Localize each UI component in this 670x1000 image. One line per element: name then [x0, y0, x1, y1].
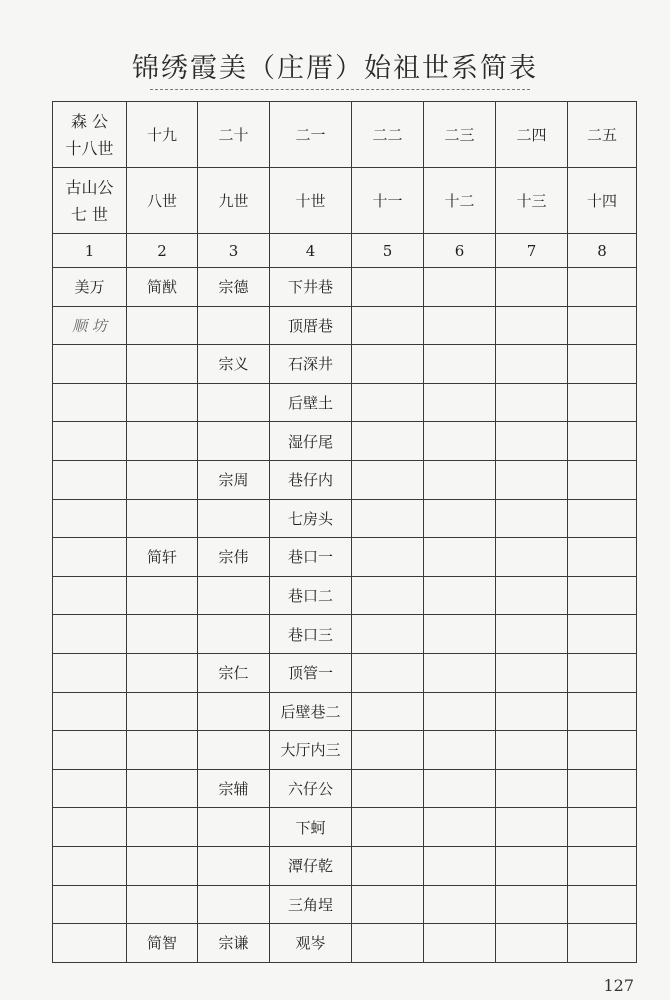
table-cell — [198, 422, 270, 461]
table-cell — [127, 345, 198, 384]
table-cell — [53, 499, 127, 538]
table-cell — [496, 808, 568, 847]
table-cell — [496, 460, 568, 499]
header-cell: 十三 — [496, 168, 568, 234]
table-cell — [496, 499, 568, 538]
table-cell — [127, 846, 198, 885]
table-cell — [53, 692, 127, 731]
table-cell — [352, 460, 424, 499]
header-cell: 十二 — [424, 168, 496, 234]
table-cell — [424, 345, 496, 384]
table-cell: 三角埕 — [270, 885, 352, 924]
table-row — [53, 615, 637, 654]
table-cell — [198, 808, 270, 847]
table-cell — [424, 692, 496, 731]
table-cell — [496, 268, 568, 307]
table-cell — [352, 808, 424, 847]
table-cell: 七房头 — [270, 499, 352, 538]
table-cell — [424, 808, 496, 847]
header-cell: 十四 — [568, 168, 637, 234]
table-cell — [568, 538, 637, 577]
table-cell — [352, 615, 424, 654]
table-cell — [568, 924, 637, 963]
header-cell — [53, 168, 127, 234]
table-cell: 宗周 — [198, 460, 270, 499]
table-row — [53, 808, 637, 847]
table-cell — [198, 885, 270, 924]
table-cell — [424, 615, 496, 654]
table-cell — [568, 653, 637, 692]
header-cell: 二二 — [352, 102, 424, 168]
table-cell — [53, 615, 127, 654]
table-cell — [53, 808, 127, 847]
header-cell — [53, 102, 127, 168]
page-number: 127 — [603, 976, 634, 995]
table-cell — [424, 499, 496, 538]
table-cell — [127, 731, 198, 770]
table-row — [53, 499, 637, 538]
table-cell — [424, 769, 496, 808]
table-cell: 简轩 — [127, 538, 198, 577]
page-title: 锦绣霞美（庄厝）始祖世系简表 — [132, 53, 538, 84]
table-cell — [496, 924, 568, 963]
table-body — [53, 102, 637, 963]
table-cell: 大厅内三 — [270, 731, 352, 770]
table-cell — [352, 422, 424, 461]
table-cell: 顶管一 — [270, 653, 352, 692]
table-cell — [352, 769, 424, 808]
header-cell: 十九 — [127, 102, 198, 168]
table-cell: 宗德 — [198, 268, 270, 307]
header-cell: 八世 — [127, 168, 198, 234]
table-row — [53, 460, 637, 499]
table-cell — [424, 268, 496, 307]
table-cell — [496, 306, 568, 345]
table-cell: 宗义 — [198, 345, 270, 384]
table-cell — [198, 692, 270, 731]
table-cell: 宗伟 — [198, 538, 270, 577]
table-cell — [352, 576, 424, 615]
table-cell — [496, 885, 568, 924]
table-cell — [53, 731, 127, 770]
table-cell — [127, 383, 198, 422]
table-cell — [568, 885, 637, 924]
table-cell — [424, 846, 496, 885]
table-cell — [53, 460, 127, 499]
table-cell — [352, 306, 424, 345]
table-cell — [53, 769, 127, 808]
table-cell — [424, 924, 496, 963]
header-cell: 二五 — [568, 102, 637, 168]
table-cell — [352, 653, 424, 692]
table-cell — [568, 692, 637, 731]
table-cell — [53, 846, 127, 885]
table-cell — [53, 383, 127, 422]
table-row — [53, 653, 637, 692]
column-number-cell: 4 — [270, 234, 352, 268]
table-cell — [496, 422, 568, 461]
table-row — [53, 924, 637, 963]
header-line: 森 公 — [70, 111, 109, 131]
table-cell — [352, 731, 424, 770]
table-row — [53, 345, 637, 384]
generation-header-row — [53, 168, 637, 234]
table-cell — [127, 422, 198, 461]
table-cell: 下蚵 — [270, 808, 352, 847]
table-cell: 顺 坊 — [53, 306, 127, 345]
table-cell — [424, 653, 496, 692]
table-cell — [568, 846, 637, 885]
table-cell — [53, 885, 127, 924]
table-cell — [496, 731, 568, 770]
table-cell — [53, 924, 127, 963]
column-number-cell: 3 — [198, 234, 270, 268]
header-line: 七 世 — [70, 204, 109, 224]
header-cell: 二三 — [424, 102, 496, 168]
table-cell — [198, 846, 270, 885]
table-cell: 后壁土 — [270, 383, 352, 422]
header-line: 古山公 — [65, 177, 114, 197]
lineage-table — [52, 101, 637, 963]
header-cell: 二四 — [496, 102, 568, 168]
table-cell — [352, 885, 424, 924]
table-row — [53, 769, 637, 808]
table-cell — [496, 538, 568, 577]
table-cell: 湿仔尾 — [270, 422, 352, 461]
column-number-cell: 1 — [53, 234, 127, 268]
header-cell: 二十 — [198, 102, 270, 168]
table-row — [53, 885, 637, 924]
table-row — [53, 692, 637, 731]
table-cell — [568, 499, 637, 538]
table-cell — [127, 653, 198, 692]
table-cell — [424, 422, 496, 461]
table-cell: 简猷 — [127, 268, 198, 307]
table-cell — [568, 615, 637, 654]
table-cell — [568, 808, 637, 847]
table-cell — [127, 615, 198, 654]
table-cell — [496, 345, 568, 384]
table-cell — [424, 731, 496, 770]
table-cell — [352, 538, 424, 577]
table-cell — [568, 460, 637, 499]
table-cell — [352, 345, 424, 384]
table-cell: 宗谦 — [198, 924, 270, 963]
table-cell: 下井巷 — [270, 268, 352, 307]
table-row — [53, 268, 637, 307]
table-row — [53, 306, 637, 345]
table-cell — [352, 924, 424, 963]
table-cell: 简智 — [127, 924, 198, 963]
table-cell — [568, 306, 637, 345]
table-cell — [198, 499, 270, 538]
table-cell — [53, 422, 127, 461]
table-cell: 美万 — [53, 268, 127, 307]
table-cell: 石深井 — [270, 345, 352, 384]
header-cell: 九世 — [198, 168, 270, 234]
table-cell — [127, 808, 198, 847]
header-cell: 十一 — [352, 168, 424, 234]
table-cell — [496, 769, 568, 808]
table-cell — [568, 422, 637, 461]
table-cell — [53, 538, 127, 577]
table-cell — [352, 499, 424, 538]
table-cell — [198, 383, 270, 422]
table-cell — [127, 306, 198, 345]
table-cell — [568, 345, 637, 384]
table-cell — [424, 885, 496, 924]
table-row — [53, 538, 637, 577]
table-cell — [198, 615, 270, 654]
table-cell — [568, 769, 637, 808]
table-cell: 后壁巷二 — [270, 692, 352, 731]
table-cell — [352, 692, 424, 731]
table-row — [53, 731, 637, 770]
table-cell — [568, 383, 637, 422]
table-cell — [127, 769, 198, 808]
table-row — [53, 846, 637, 885]
table-cell — [53, 576, 127, 615]
table-cell: 潭仔乾 — [270, 846, 352, 885]
table-row — [53, 576, 637, 615]
table-cell — [424, 538, 496, 577]
table-cell — [198, 576, 270, 615]
table-cell — [53, 345, 127, 384]
table-cell — [424, 306, 496, 345]
column-number-cell: 2 — [127, 234, 198, 268]
table-cell — [496, 576, 568, 615]
header-cell: 二一 — [270, 102, 352, 168]
table-cell — [568, 576, 637, 615]
column-number-cell: 6 — [424, 234, 496, 268]
table-cell — [127, 692, 198, 731]
table-cell — [568, 731, 637, 770]
table-cell — [352, 268, 424, 307]
title-underline — [150, 89, 530, 90]
table-cell: 宗辅 — [198, 769, 270, 808]
table-cell — [424, 383, 496, 422]
generation-header-row — [53, 102, 637, 168]
table-cell — [352, 383, 424, 422]
column-number-cell: 7 — [496, 234, 568, 268]
table-cell — [198, 731, 270, 770]
table-row — [53, 383, 637, 422]
table-cell — [127, 460, 198, 499]
table-cell — [424, 576, 496, 615]
table-cell — [496, 846, 568, 885]
table-cell — [424, 460, 496, 499]
table-cell — [53, 653, 127, 692]
table-cell: 顶厝巷 — [270, 306, 352, 345]
table-cell: 巷口二 — [270, 576, 352, 615]
table-cell: 巷口三 — [270, 615, 352, 654]
table-cell — [352, 846, 424, 885]
table-cell: 六仔公 — [270, 769, 352, 808]
column-number-cell: 5 — [352, 234, 424, 268]
header-cell: 十世 — [270, 168, 352, 234]
column-number-row — [53, 234, 637, 268]
table-cell: 观岑 — [270, 924, 352, 963]
table-row — [53, 422, 637, 461]
table-cell — [568, 268, 637, 307]
table-cell — [496, 383, 568, 422]
table-cell — [127, 499, 198, 538]
table-cell — [127, 885, 198, 924]
table-cell: 宗仁 — [198, 653, 270, 692]
table-cell — [496, 692, 568, 731]
table-cell: 巷仔内 — [270, 460, 352, 499]
table-cell: 巷口一 — [270, 538, 352, 577]
table-cell — [496, 615, 568, 654]
table-cell — [198, 306, 270, 345]
table-cell — [127, 576, 198, 615]
table-cell — [496, 653, 568, 692]
header-line: 十八世 — [65, 138, 114, 158]
column-number-cell: 8 — [568, 234, 637, 268]
